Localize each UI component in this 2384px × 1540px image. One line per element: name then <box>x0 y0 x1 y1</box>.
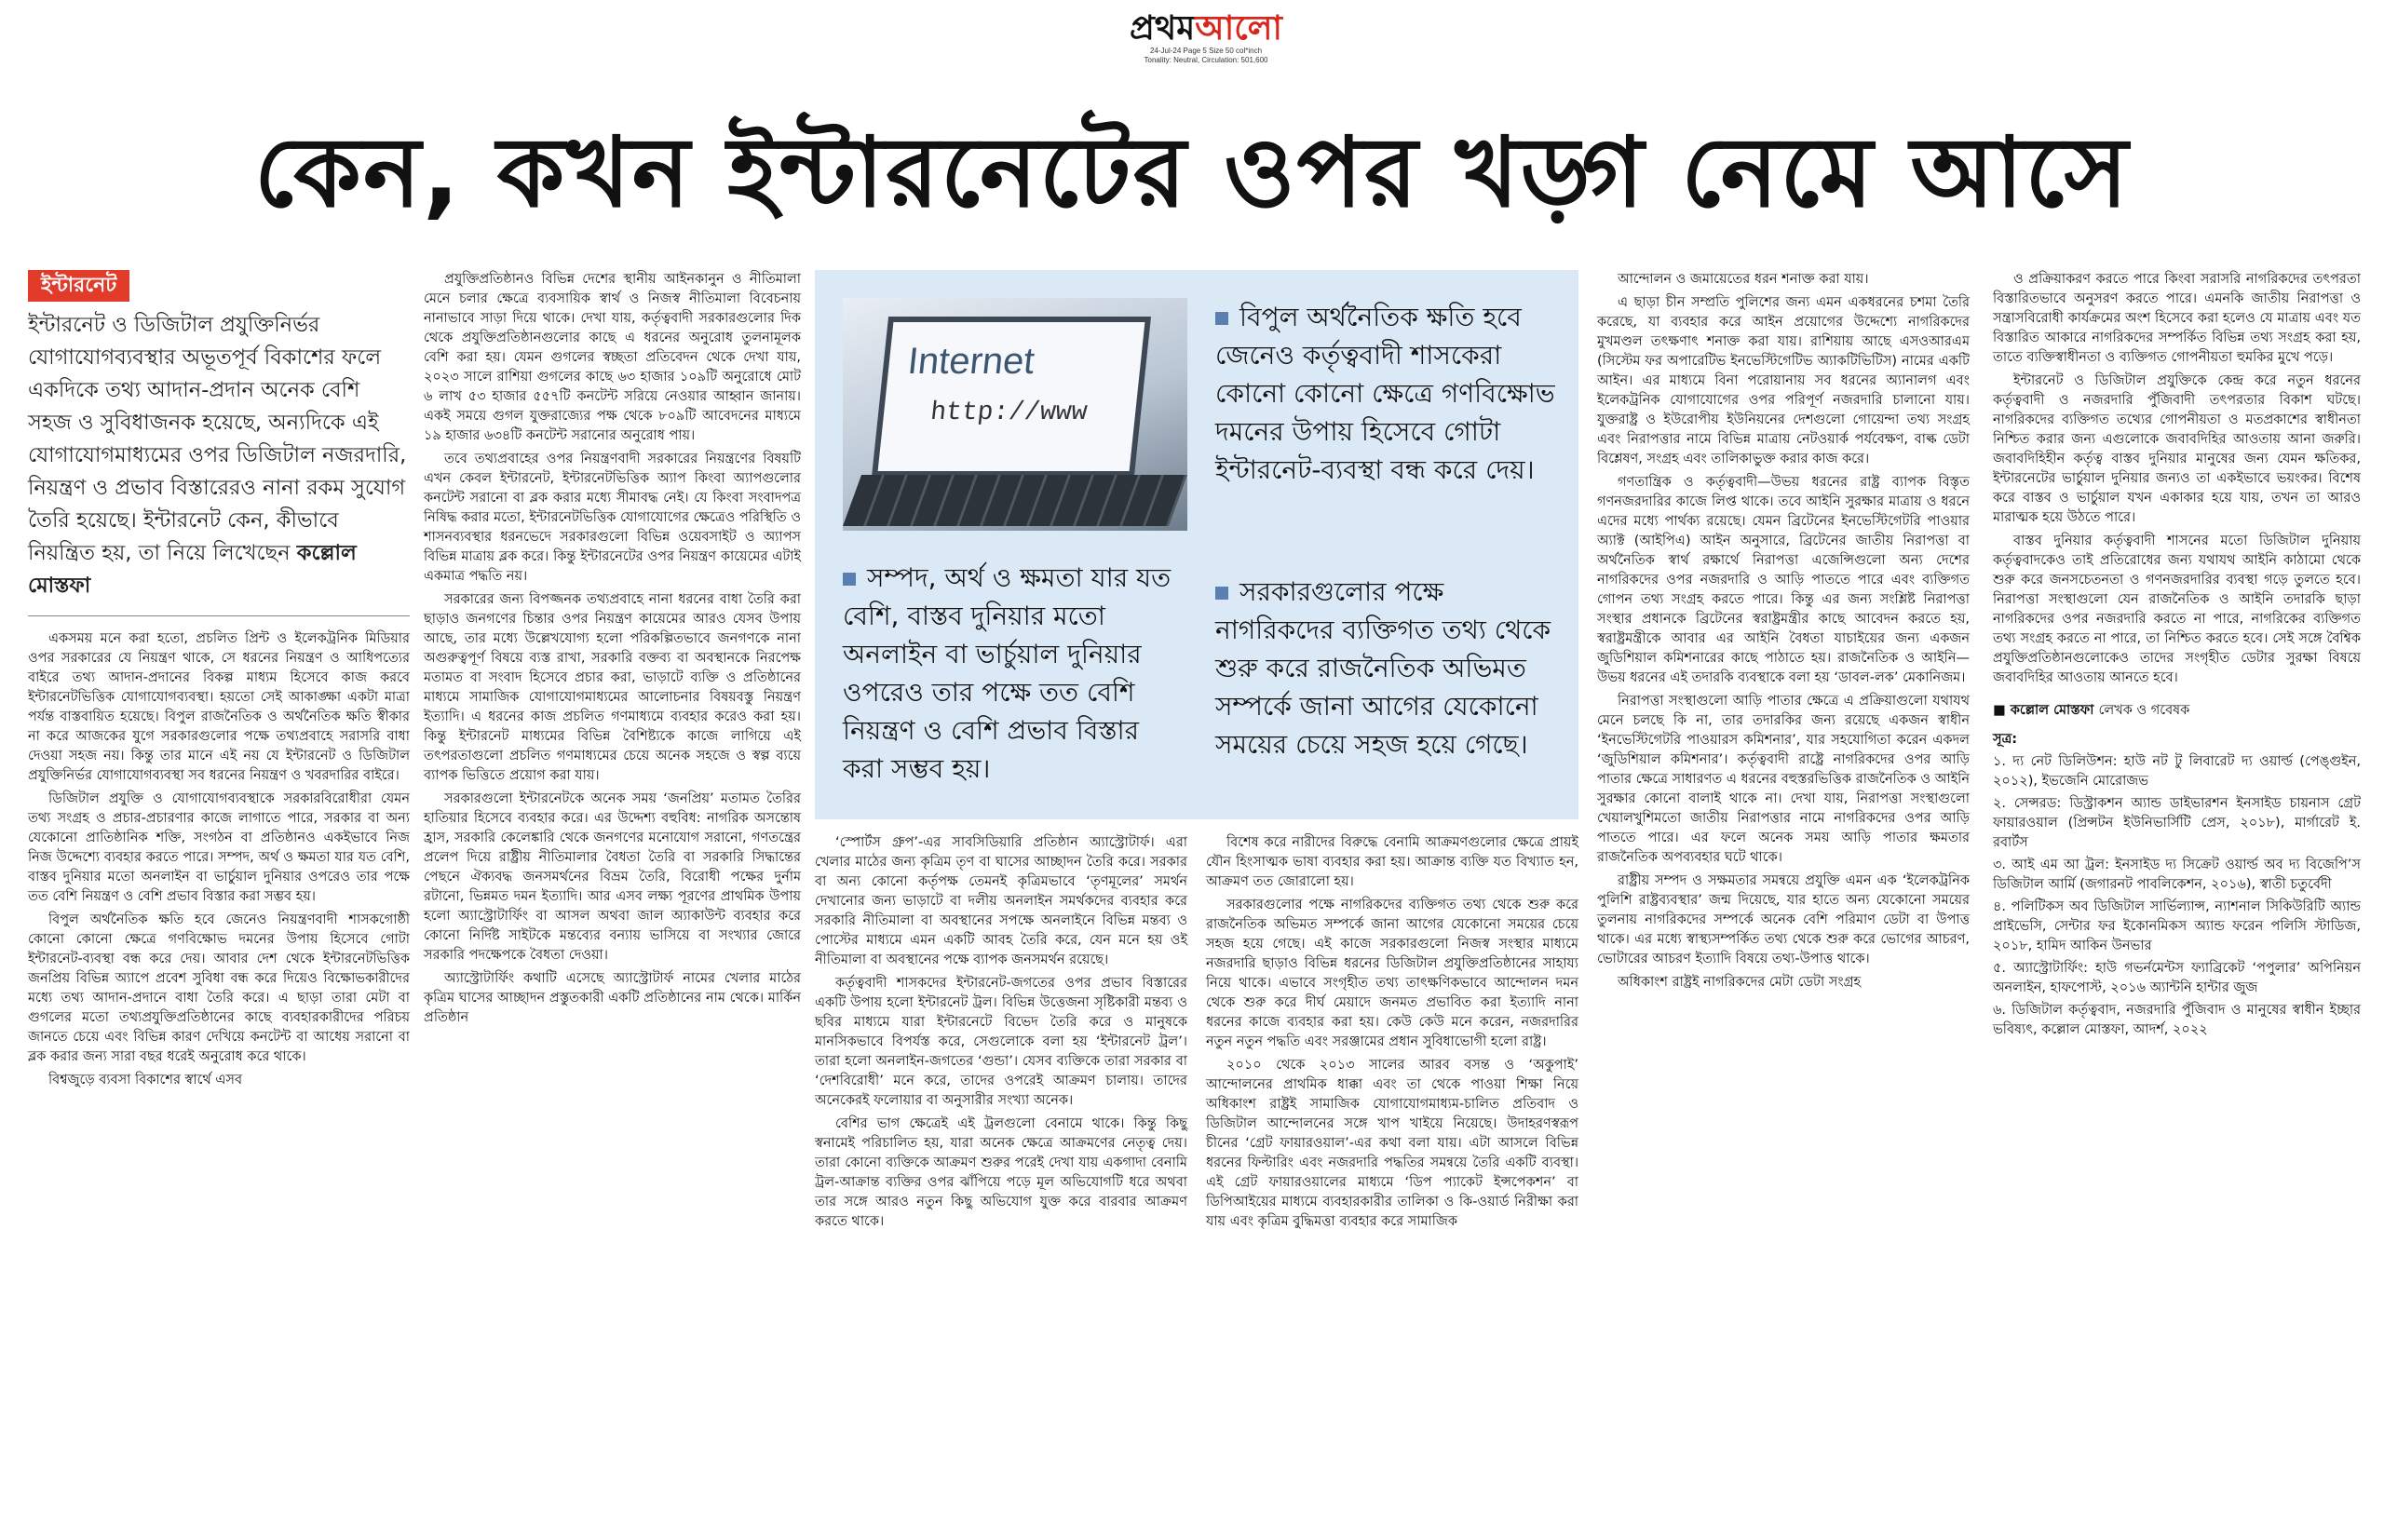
paragraph: তবে তথ্যপ্রবাহের ওপর নিয়ন্ত্রণবাদী সরকারের নিয়ন্ত্রণের বিষয়টি এখন কেবল ইন্টারনেট, ইন্টারনেটভিত্তিক অ্যাপ কিংবা অ্যাপগুলোর কনটেন্ট সরানো বা ব্লক করার মধ্যে সীমাবদ্ধ নেই। যে কিংবা সংবাদপত্র নিষিদ্ধ করার মতো, ইন্টারনেটভিত্তিক যোগাযোগের ক্ষেত্রেও পরিস্থিতি ও শাসনব্যবস্থার ধরনভেদে সরকারগুলো বিভিন্ন ওয়েবসাইট ও অ্যাপস বিভিন্ন মাত্রায় ব্লক করে। কিন্তু ইন্টারনেটের ওপর নিয়ন্ত্রণ কায়েমের এটাই একমাত্র পদ্ধতি নয়। <box>424 452 801 584</box>
source-item: ৪. পলিটিকস অব ডিজিটাল সার্ভিল্যান্স, ন্যাশনাল সিকিউরিটি অ্যান্ড প্রাইভেসি, সেন্টার ফর ইকোনমিকস অ্যান্ড ফরেন পলিসি স্টাডিজ, ২০১৮, হামিদ আকিন উনভার <box>1993 899 2361 953</box>
paragraph: আন্দোলন ও জমায়েতের ধরন শনাক্ত করা যায়। <box>1618 272 1869 287</box>
square-bullet-icon <box>1215 587 1228 600</box>
clipping-meta-1: 24-Jul-24 Page 5 Size 50 col*inch <box>1149 47 1263 55</box>
intro-text: ইন্টারনেট ও ডিজিটাল প্রযুক্তিনির্ভর যোগাযোগব্যবস্থার অভূতপূর্ব বিকাশের ফলে একদিকে তথ্য আদান-প্রদান অনেক বেশি সহজ ও সুবিধাজনক হয়েছে, অন্যদিকে এই যোগাযোগমাধ্যমের ওপর ডিজিটাল নজরদারি, নিয়ন্ত্রণ ও প্রভাব বিস্তারেরও নানা রকম সুযোগ তৈরি হয়েছে। ইন্টারনেট কেন, কীভাবে নিয়ন্ত্রিত হয়, তা নিয়ে লিখেছেন <box>28 313 407 565</box>
author-signature: ■ কল্লোল মোস্তফা লেখক ও গবেষক <box>1993 703 2190 718</box>
square-bullet-icon <box>1215 312 1228 325</box>
paragraph: বিপুল অর্থনৈতিক ক্ষতি হবে জেনেও নিয়ন্ত্রণবাদী শাসকগোষ্ঠী কোনো কোনো ক্ষেত্রে গণবিক্ষোভ দমনের উপায় হিসেবে গোটা ইন্টারনেট-ব্যবস্থা বন্ধ করে দেয়। আবার দেশ থেকে ইন্টারনেটভিত্তিক জনপ্রিয় বিভিন্ন অ্যাপে প্রবেশ সুবিধা বন্ধ করে দিয়েও বিক্ষোভকারীদের মধ্যে তথ্য আদান-প্রদানে বাধা তৈরি করে। এ ছাড়া তারা মেটা বা গুগলের মতো তথ্যপ্রযুক্তিপ্রতিষ্ঠানের কাছে ব্যবহারকারীদের পরিচয় জানতে চেয়ে এবং বিভিন্ন কারণ দেখিয়ে কনটেন্ট বা আধেয় সরানো বা ব্লক করার জন্য সারা বছর ধরেই অনুরোধ করে থাকে। <box>28 912 410 1064</box>
column-6 <box>1993 270 2361 1043</box>
byline: কল্লোল মোস্তফা <box>28 541 357 598</box>
source-item: ২. সেন্সরড: ডিস্ট্রাকশন অ্যান্ড ডাইভারশন ইনসাইড চায়নাস গ্রেট ফায়ারওয়াল (প্রিন্সটন ইউনিভার্সিটি প্রেস, ২০১৮), মার্গারেট ই. রবার্টস <box>1993 796 2361 850</box>
source-item: ৫. অ্যাস্ট্রোটার্ফিং: হাউ গভর্নমেন্টস ফ্যাব্রিকেট ‘পপুলার’ অপিনিয়ন অনলাইন, হাফপোস্ট, ২০১৬ অ্যান্টনি হান্টার জুজ <box>1993 961 2361 995</box>
paragraph: কর্তৃত্ববাদী শাসকদের ইন্টারনেট-জগতের ওপর প্রভাব বিস্তারের একটি উপায় হলো ইন্টারনেট ট্রল। বিভিন্ন উত্তেজনা সৃষ্টিকারী মন্তব্য ও ছবির মাধ্যমে যারা ইন্টারনেটে বিভেদ তৈরি করে ও মানুষকে মানসিকভাবে বিপর্যস্ত করে, সেগুলোকে বলা হয় ‘ইন্টারনেট ট্রল’। তারা হলো অনলাইন-জগতের ‘গুন্ডা’। যেসব ব্যক্তিকে তারা সরকার বা ‘দেশবিরোধী’ মনে করে, তাদের ওপরেই আক্রমণ চালায়। তাদের অনেকেরই ফলোয়ার বা অনুসারীর সংখ্যা অনেক। <box>815 976 1187 1108</box>
square-bullet-icon <box>843 573 856 586</box>
intro-deck <box>28 309 410 602</box>
paragraph: ও প্রক্রিয়াকরণ করতে পারে কিংবা সরাসরি নাগরিকদের তৎপরতা বিস্তারিতভাবে অনুসরণ করতে পারে। এমনকি জাতীয় নিরাপত্তা ও সন্ত্রাসবিরোধী কার্যক্রমের অংশ হিসেবে করা হলেও যে মাত্রায় এবং যত বিস্তারিত আকারে নাগরিকদের সম্পর্কিত বিভিন্ন তথ্য সংগ্রহ করা হয়, তাতে ব্যক্তিস্বাধীনতা ও ব্যক্তিগত গোপনীয়তা হুমকির মুখে পড়ে। <box>1993 272 2361 365</box>
paragraph: সরকারের জন্য বিপজ্জনক তথ্যপ্রবাহে নানা ধরনের বাধা তৈরি করা ছাড়াও জনগণের চিন্তার ওপর নিয়ন্ত্রণ কায়েমের আরও যেসব উপায় আছে, তার মধ্যে উল্লেখযোগ্য হলো পরিকল্পিতভাবে জনগণকে নানা অগুরুত্বপূর্ণ বিষয়ে ব্যস্ত রাখা, সরকারি বক্তব্য বা অবস্থানকে নিরপেক্ষ মতামত বা সংবাদ হিসেবে প্রচার করা, ভাড়াটে ব্যক্তি ও প্রতিষ্ঠানের মাধ্যমে সামাজিক যোগাযোগমাধ্যমের আলোচনার বিষয়বস্তু নিয়ন্ত্রণ ইত্যাদি। এ ধরনের কাজ প্রচলিত গণমাধ্যমে ব্যবহার করেও করা হয়। কিন্তু ইন্টারনেট মাধ্যমের বিভিন্ন বৈশিষ্ট্যকে কাজে লাগিয়ে এই তৎপরতাগুলো প্রচলিত গণমাধ্যমের চেয়ে অনেক সহজে ও স্বল্প ব্যয়ে ব্যাপক ভিত্তিতে প্রয়োগ করা যায়। <box>424 592 801 783</box>
pull-quote-3 <box>1215 573 1560 763</box>
internet-laptop-photo <box>843 298 1187 531</box>
paragraph: ২০১০ থেকে ২০১৩ সালের আরব বসন্ত ও ‘অকুপাই’ আন্দোলনের প্রাথমিক ধাক্কা এবং তা থেকে পাওয়া শিক্ষা নিয়ে অধিকাংশ রাষ্ট্রই সামাজিক যোগাযোগমাধ্যম-চালিত প্রতিবাদ ও ডিজিটাল আন্দোলনের সঙ্গে খাপ খাইয়ে নিয়েছে। উদাহরণস্বরূপ চীনের ‘গ্রেট ফায়ারওয়াল’-এর কথা বলা যায়। এটা আসলে বিভিন্ন ধরনের ফিল্টারিং এবং নজরদারি পদ্ধতির সমন্বয়ে তৈরি একটি ব্যবস্থা। এই গ্রেট ফায়ারওয়ালের মাধ্যমে ‘ডিপ প্যাকেট ইন্সপেকশন’ বা ডিপিআইয়ের মাধ্যমে ব্যবহারকারীর তালিকা ও কি-ওয়ার্ড নিরীক্ষা করা যায় এবং কৃত্রিম বুদ্ধিমত্তা ব্যবহার করে সামাজিক <box>1206 1058 1579 1229</box>
masthead <box>1099 9 1313 65</box>
paragraph: একসময় মনে করা হতো, প্রচলিত প্রিন্ট ও ইলেকট্রনিক মিডিয়ার ওপর সরকারের যে নিয়ন্ত্রণ থাকে, সে ধরনের নিয়ন্ত্রণ ও আধিপত্যের বাইরে তথ্য আদান-প্রদানের বিকল্প মাধ্যম হিসেবে কাজ করবে ইন্টারনেটভিত্তিক যোগাযোগব্যবস্থা। হয়তো সেই আকাঙ্ক্ষা একটা মাত্রা পর্যন্ত বাস্তবায়িত হয়েছে। বিপুল রাজনৈতিক ও অর্থনৈতিক ক্ষতি স্বীকার না করে আজকের যুগে সরকারগুলোর পক্ষে তথ্যপ্রবাহে সরাসরি বাধা দেওয়া সহজ নয়। কিন্তু তার মানে এই নয় যে ইন্টারনেট ও ডিজিটাল প্রযুক্তিনির্ভর যোগাযোগব্যবস্থা সব ধরনের নিয়ন্ত্রণ ও খবরদারির বাইরে। <box>28 631 410 783</box>
section-tag: ইন্টারনেট <box>28 270 129 302</box>
paragraph: অধিকাংশ রাষ্ট্রই নাগরিকদের মেটা ডেটা সংগ্রহ <box>1618 975 1862 990</box>
pull-quote-box <box>815 270 1578 819</box>
clipping-meta-2: Tonality: Neutral, Circulation: 501,600 <box>1144 56 1268 64</box>
column-1 <box>28 270 410 1094</box>
source-item: ১. দ্য নেট ডিলিউশন: হাউ নট টু লিবারেট দ্য ওয়ার্ল্ড (পেঙ্গুইন, ২০১২), ইভজেনি মোরোজভ <box>1993 754 2361 789</box>
paragraph: ‘স্পোর্টস গ্রুপ’-এর সাবসিডিয়ারি প্রতিষ্ঠান অ্যাস্ট্রোটার্ফ। এরা খেলার মাঠের জন্য কৃত্রিম তৃণ বা ঘাসের আচ্ছাদন তৈরি করে। সরকার বা অন্য কোনো কর্তৃপক্ষ তেমনই কৃত্রিমভাবে ‘তৃণমূলের’ সমর্থন দেখানোর জন্য ভাড়াটে বা দলীয় অনলাইন সমর্থকদের ব্যবহার করে সরকারি নীতিমালা বা অবস্থানের সপক্ষে অনলাইনে বিভিন্ন মন্তব্য ও পোস্টের মাধ্যমে এমন একটি আবহ তৈরি করে, যেন মনে হয় ওই নীতিমালা বা অবস্থানের পক্ষে ব্যাপক জনসমর্থন রয়েছে। <box>815 835 1187 967</box>
paragraph: এ ছাড়া চীন সম্প্রতি পুলিশের জন্য এমন একধরনের চশমা তৈরি করেছে, যা ব্যবহার করে আইন প্রয়োগের উদ্দেশ্যে নাগরিকদের মুখমণ্ডল তৎক্ষণাৎ শনাক্ত করা যায়। রাশিয়ায় আছে এসওআরএম (সিস্টেম ফর অপারেটিভ ইনভেস্টিগেটিভ অ্যাকটিভিটিস) নামের একটি আইন। এর মাধ্যমে বিনা পরোয়ানায় সব ধরনের অ্যানালগ এবং ইলেকট্রনিক যোগাযোগের ওপর পরিপূর্ণ নজরদারি চালানো যায়। যুক্তরাষ্ট্র ও ইউরোপীয় ইউনিয়নের দেশগুলো গোয়েন্দা তথ্য সংগ্রহ এবং নিরাপত্তার নামে বিভিন্ন মাত্রায় নেটওয়ার্ক পর্যবেক্ষণ, বাল্ক ডেটা বিশ্লেষণ, সংগ্রহ এবং তালিকাভুক্ত করার কাজ করে। <box>1597 295 1970 466</box>
column-2 <box>424 270 801 1032</box>
quote-text: বিপুল অর্থনৈতিক ক্ষতি হবে জেনেও কর্তৃত্ববাদী শাসকেরা কোনো কোনো ক্ষেত্রে গণবিক্ষোভ দমনের উপায় হিসেবে গোটা ইন্টারনেট-ব্যবস্থা বন্ধ করে দেয়। <box>1215 302 1555 485</box>
paragraph: সরকারগুলোর পক্ষে নাগরিকদের ব্যক্তিগত তথ্য থেকে শুরু করে রাজনৈতিক অভিমত সম্পর্কে জানা আগের যেকোনো সময়ের চেয়ে সহজ হয়ে গেছে। এই কাজে সরকারগুলো নিজস্ব সংস্থার মাধ্যমে নজরদারি ছাড়াও বিভিন্ন ধরনের ডিজিটাল প্রযুক্তিপ্রতিষ্ঠানের সাহায্য নিয়ে থাকে। এভাবে সংগৃহীত তথ্য তাৎক্ষণিকভাবে আন্দোলন দমন থেকে শুরু করে দীর্ঘ মেয়াদে জনমত প্রভাবিত করা ইত্যাদি নানা ধরনের কাজে ব্যবহার করা হয়। কেউ কেউ মনে করেন, নজরদারির নতুন নতুন পদ্ধতি এবং সরঞ্জামের প্রধান সুবিধাভোগী হলো রাষ্ট্র। <box>1206 898 1578 1049</box>
column-5 <box>1597 270 1970 996</box>
quote-text: সরকারগুলোর পক্ষে নাগরিকদের ব্যক্তিগত তথ্য থেকে শুরু করে রাজনৈতিক অভিমত সম্পর্কে জানা আগের যেকোনো সময়ের চেয়ে সহজ হয়ে গেছে। <box>1215 576 1551 760</box>
signature-name: কল্লোল মোস্তফা <box>2010 703 2094 718</box>
paragraph: অ্যাস্ট্রোটার্ফিং কথাটি এসেছে অ্যাস্ট্রোটার্ফ নামের খেলার মাঠের কৃত্রিম ঘাসের আচ্ছাদন প্রস্তুতকারী একটি প্রতিষ্ঠানের নাম থেকে। মার্কিন প্রতিষ্ঠান <box>424 971 801 1025</box>
column-4 <box>1206 833 1578 1236</box>
sources-heading: সূত্র: <box>1993 732 2018 747</box>
screen-title: Internet <box>905 341 1036 382</box>
logo-part-1: প্রথম <box>1130 8 1196 47</box>
source-item: ৬. ডিজিটাল কর্তৃত্ববাদ, নজরদারি পুঁজিবাদ ও মানুষের স্বাধীন ইচ্ছার ভবিষ্যৎ, কল্লোল মোস্তফা, আদর্শ, ২০২২ <box>1993 1003 2361 1037</box>
pull-quote-2 <box>1215 298 1560 489</box>
paragraph: বিশ্বজুড়ে ব্যবসা বিকাশের স্বার্থে এসব <box>48 1073 243 1087</box>
headline: কেন, কখন ইন্টারনেটের ওপর খড়্গ নেমে আসে <box>253 115 2131 229</box>
column-3 <box>815 833 1187 1236</box>
signature-role: লেখক ও গবেষক <box>2098 703 2190 718</box>
newspaper-logo <box>1099 9 1313 47</box>
paragraph: বাস্তব দুনিয়ার কর্তৃত্ববাদী শাসনের মতো ডিজিটাল দুনিয়ায় কর্তৃত্ববাদকেও তাই প্রতিরোধের জন্য যথাযথ আইনি কাঠামো থেকে শুরু করে জনসচেতনতা ও গণনজরদারির ব্যবস্থা গড়ে তুলতে হবে। নিরাপত্তা সংস্থাগুলো যেন রাজনৈতিক ও আইনি তদারকি ছাড়া নাগরিকদের ওপর নজরদারি করতে না পারে, নাগরিকের ব্যক্তিগত তথ্য সংগ্রহ করতে না পারে, তা নিশ্চিত করতে হবে। সেই সঙ্গে বৈশ্বিক প্রযুক্তিপ্রতিষ্ঠানগুলোকেও তাদের সংগৃহীত ডেটার সুরক্ষা বিষয়ে জবাবদিহির আওতায় আনতে হবে। <box>1993 534 2361 685</box>
paragraph: রাষ্ট্রীয় সম্পদ ও সক্ষমতার সমন্বয়ে প্রযুক্তি এমন এক ‘ইলেকট্রনিক পুলিশি রাষ্ট্রব্যবস্থার’ জন্ম দিয়েছে, যার হাতে অন্য যেকোনো সময়ের তুলনায় নাগরিকদের সম্পর্কে অনেক বেশি পরিমাণ ডেটা বা উপাত্ত থাকে। এর মধ্যে স্বাস্থ্যসম্পর্কিত তথ্য থেকে শুরু করে ভোগের আচরণ, ভোটারের আচরণ ইত্যাদি বিষয়ে তথ্য-উপাত্ত থাকে। <box>1597 873 1970 966</box>
paragraph: প্রযুক্তিপ্রতিষ্ঠানও বিভিন্ন দেশের স্থানীয় আইনকানুন ও নীতিমালা মেনে চলার ক্ষেত্রে ব্যবসায়িক স্বার্থ ও নিজস্ব নীতিমালা বিবেচনায় নানাভাবে সাড়া দিয়ে থাকে। দেখা যায়, কর্তৃত্ববাদী সরকারগুলোর দিক থেকে প্রযুক্তিপ্রতিষ্ঠানগুলোর কাছে এ ধরনের অনুরোধ তুলনামূলক বেশি করা হয়। যেমন গুগলের স্বচ্ছতা প্রতিবেদন থেকে দেখা যায়, ২০২৩ সালে রাশিয়া গুগলের কাছে ৬৩ হাজার ১০৯টি অনুরোধে মোট ৬ লাখ ৫৩ হাজার ৫৫৭টি কনটেন্ট সরিয়ে নেওয়ার আহ্বান জানায়। একই সময়ে গুগল যুক্তরাজ্যের পক্ষ থেকে ৮০৯টি আবেদনের মাধ্যমে ১৯ হাজার ৬৩৪টি কনটেন্ট সরানোর অনুরোধ পায়। <box>424 272 801 443</box>
paragraph: সরকারগুলো ইন্টারনেটকে অনেক সময় ‘জনপ্রিয়’ মতামত তৈরির হাতিয়ার হিসেবে ব্যবহার করে। এর উদ্দেশ্য বহুবিধ: নাগরিক অসন্তোষ হ্রাস, সরকারি কেলেঙ্কারি থেকে জনগণের মনোযোগ সরানো, গণতন্ত্রের প্রলেপ দিয়ে রাষ্ট্রীয় নীতিমালার বৈধতা তৈরি বা সরকারি সিদ্ধান্তের পেছনে ঐক্যবদ্ধ জনসমর্থনের বিভ্রম তৈরি, বিরোধী পক্ষের দুর্নাম রটানো, ভিন্নমত দমন ইত্যাদি। আর এসব লক্ষ্য পূরণের প্রাথমিক উপায় হলো অ্যাস্ট্রোটার্ফিং বা আসল অথবা জাল অ্যাকাউন্ট ব্যবহার করে কোনো নির্দিষ্ট সাইটকে মন্তব্যের বন্যায় ভাসিয়ে বা সংখ্যার জোরে সরকারি পদক্ষেপকে বৈধতা দেওয়া। <box>424 791 801 963</box>
logo-part-2: আলো <box>1195 8 1282 47</box>
divider <box>28 615 410 616</box>
screen-url: http://www <box>928 399 1089 427</box>
laptop-screen <box>872 317 1151 477</box>
paragraph: ইন্টারনেট ও ডিজিটাল প্রযুক্তিকে কেন্দ্র করে নতুন ধরনের কর্তৃত্ববাদী ও নজরদারি পুঁজিবাদী তৎপরতার বিকাশ ঘটছে। নাগরিকদের ব্যক্তিগত তথ্যের গোপনীয়তা ও মতপ্রকাশের স্বাধীনতা নিশ্চিত করার জন্য এগুলোকে জবাবদিহির আওতায় আনা জরুরি। জবাবদিহিহীন কর্তৃত্ব বাস্তব দুনিয়ার মানুষের জন্য যেমন ক্ষতিকর, ইন্টারনেটের ভার্চুয়াল দুনিয়ার জন্যও তা একইভাবে ভয়ংকর। বিশেষ করে বাস্তব ও ভার্চুয়াল যখন একাকার হয়ে যায়, তখন তা আরও মারাত্মক হয়ে উঠতে পারে। <box>1993 373 2361 525</box>
paragraph: বিশেষ করে নারীদের বিরুদ্ধে বেনামি আক্রমণগুলোর ক্ষেত্রে প্রায়ই যৌন হিংসাত্মক ভাষা ব্যবহার করা হয়। আক্রান্ত ব্যক্তি যত বিখ্যাত হন, আক্রমণ তত জোরালো হয়। <box>1206 835 1578 889</box>
paragraph: বেশির ভাগ ক্ষেত্রেই এই ট্রলগুলো বেনামে থাকে। কিন্তু কিছু স্বনামেই পরিচালিত হয়, যারা অনেক ক্ষেত্রে আক্রমণের নেতৃত্ব দেয়। তারা কোনো ব্যক্তিকে আক্রমণ শুরুর পরেই দেখা যায় একগাদা বেনামি ট্রল-আক্রান্ত ব্যক্তির ওপর ঝাঁপিয়ে পড়ে মূল অভিযোগটি ধরে অথবা তার সঙ্গে আরও নতুন কিছু অভিযোগ যুক্ত করে বারবার আক্রমণ করতে থাকে। <box>815 1116 1187 1229</box>
keyboard <box>843 475 1187 526</box>
source-item: ৩. আই এম আ ট্রল: ইনসাইড দ্য সিক্রেট ওয়ার্ল্ড অব দ্য বিজেপি’স ডিজিটাল আর্মি (জগারনট পাবলিকেশন, ২০১৬), স্বাতী চতুর্বেদী <box>1993 858 2361 892</box>
paragraph: নিরাপত্তা সংস্থাগুলো আড়ি পাতার ক্ষেত্রে এ প্রক্রিয়াগুলো যথাযথ মেনে চলছে কি না, তার তদারকির জন্য রয়েছে একজন স্বাধীন ‘ইনভেস্টিগেটরি পাওয়ারস কমিশনার’, যার সহযোগিতা করেন একদল ‘জুডিশিয়াল কমিশনার’। কর্তৃত্ববাদী রাষ্ট্রে নাগরিকদের ওপর আড়ি পাতার ক্ষেত্রে সাধারণত এ ধরনের বহুস্তরভিত্তিক রাজনৈতিক ও আইনি সুরক্ষার কোনো বালাই থাকে না। দেখা যায়, নিরাপত্তা সংস্থাগুলো খেয়ালখুশিমতো জাতীয় নিরাপত্তার নামে নাগরিকদের ওপর আড়ি পাততে পারে। এর ফলে অনেক সময় আড়ি পাতার ক্ষমতার রাজনৈতিক অপব্যবহার ঘটে থাকে। <box>1597 694 1970 865</box>
paragraph: ডিজিটাল প্রযুক্তি ও যোগাযোগব্যবস্থাকে সরকারবিরোধীরা যেমন তথ্য সংগ্রহ ও প্রচার-প্রচারণার কাজে লাগাতে পারে, সরকার বা অন্য যেকোনো প্রাতিষ্ঠানিক শক্তি, সংগঠন বা প্রতিষ্ঠানও একইভাবে নিজ নিজ উদ্দেশ্যে ব্যবহার করতে পারে। সম্পদ, অর্থ ও ক্ষমতা যার যত বেশি, বাস্তব দুনিয়ার মতো অনলাইন বা ভার্চুয়াল দুনিয়ার ওপরেও তার পক্ষে তত বেশি নিয়ন্ত্রণ ও বেশি প্রভাব বিস্তার করা সম্ভব হয়। <box>28 791 410 904</box>
paragraph: গণতান্ত্রিক ও কর্তৃত্ববাদী—উভয় ধরনের রাষ্ট্র ব্যাপক বিস্তৃত গণনজরদারির কাজে লিপ্ত থাকে। তবে আইনি সুরক্ষার মাত্রায় ও ধরনে এদের মধ্যে পার্থক্য রয়েছে। যেমন ব্রিটেনের ইনভেস্টিগেটরি পাওয়ার অ্যাক্ট (আইপিএ) আইন অনুসারে, ব্রিটেনের জাতীয় নিরাপত্তা বা অর্থনৈতিক স্বার্থ রক্ষার্থে নিরাপত্তা এজেন্সিগুলো অন্য দেশের নাগরিকদের ওপর নজরদারি ও আড়ি পাততে পারে এবং ব্যক্তিগত গোপন তথ্য সংগ্রহ করতে পারে। কিন্তু এর জন্য সংশ্লিষ্ট নিরাপত্তা সংস্থার প্রধানকে ব্রিটেনের স্বরাষ্ট্রমন্ত্রীর কাছে আবেদন করতে হয়, স্বরাষ্ট্রমন্ত্রীকে আবার এর আইনি বৈধতা যাচাইয়ের জন্য একজন জুডিশিয়াল কমিশনারের কাছে পাঠাতে হয়। রাজনৈতিক ও আইনি—উভয় ধরনের এই তদারকি ব্যবস্থাকে বলা হয় ‘ডাবল-লক’ মেকানিজম। <box>1597 475 1970 685</box>
pull-quote-1 <box>843 559 1187 788</box>
quote-text: সম্পদ, অর্থ ও ক্ষমতা যার যত বেশি, বাস্তব দুনিয়ার মতো অনলাইন বা ভার্চুয়াল দুনিয়ার ওপরেও তার পক্ষে তত বেশি নিয়ন্ত্রণ ও বেশি প্রভাব বিস্তার করা সম্ভব হয়। <box>843 562 1172 784</box>
sources-list <box>1993 730 2361 1040</box>
